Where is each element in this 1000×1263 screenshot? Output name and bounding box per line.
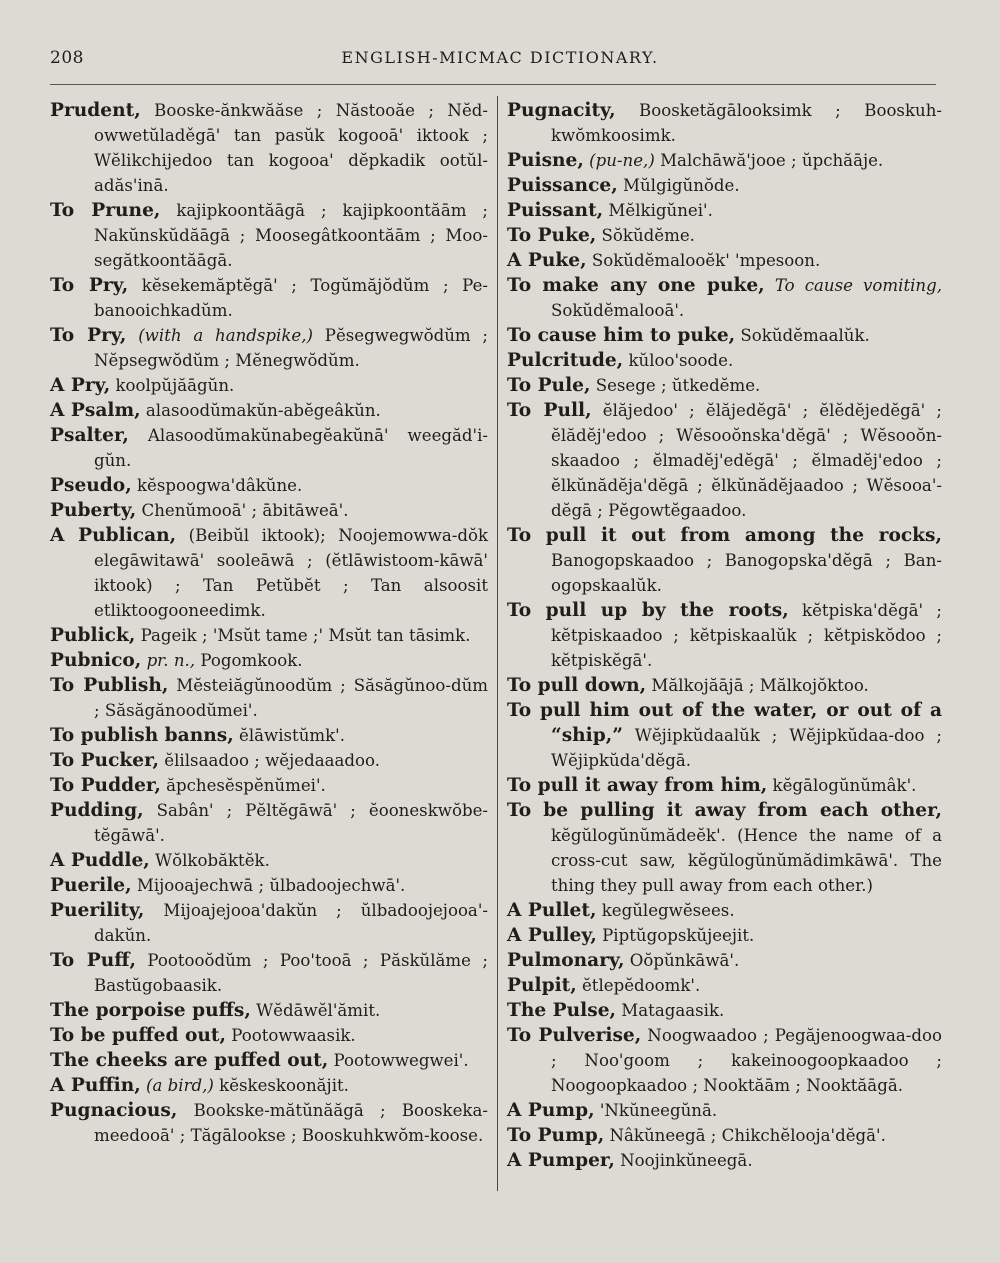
dictionary-entry (50, 198, 488, 273)
dictionary-entry (50, 673, 488, 723)
entry-headword: A Puke, (507, 250, 587, 271)
entry-definition: Nâkŭneegā ; Chikchĕlooja'dĕgā'. (604, 1126, 886, 1145)
dictionary-entry (50, 498, 488, 523)
entry-headword: To Puke, (507, 225, 597, 246)
entry-definition: Piptŭgopskŭjeejit. (596, 926, 755, 945)
entry-headword: To Puff, (50, 950, 136, 971)
entry-definition: Sabân' ; Pĕltĕgāwā' ; ĕooneskwŏbe-tĕgāwā'. (94, 801, 488, 845)
dictionary-entry (50, 473, 488, 498)
entry-definition: Pageik ; 'Msŭt tame ;' Msŭt tan tāsimk. (135, 626, 471, 645)
dictionary-entry (507, 248, 942, 273)
entry-headword: To Pucker, (50, 750, 160, 771)
entry-definition: Pĕsegwegwŏdŭm ; Nĕpsegwŏdŭm ; Mĕnegwŏdŭm. (94, 326, 489, 370)
column-divider (497, 96, 498, 1191)
entry-definition: Oŏpŭnkāwā'. (624, 951, 740, 970)
entry-headword: To Pulverise, (507, 1025, 642, 1046)
entry-definition: Alasoodŭmakŭnabegĕakŭnā' weegăd'i-gŭn. (94, 426, 488, 470)
entry-definition: Mălkojăājā ; Mălkojŏktoo. (646, 676, 869, 695)
dictionary-entry (507, 598, 942, 673)
dictionary-entry (507, 798, 942, 898)
entry-headword: Pulcritude, (507, 350, 624, 371)
entry-headword: To pull it away from him, (507, 775, 768, 796)
dictionary-entry (50, 748, 488, 773)
dictionary-entry (50, 373, 488, 398)
entry-headword: To cause him to puke, (507, 325, 736, 346)
entry-gloss: (pu-ne,) (589, 151, 655, 170)
entry-headword: Pseudo, (50, 475, 132, 496)
entry-headword: To Prune, (50, 200, 161, 221)
dictionary-entry (50, 523, 488, 623)
entry-gloss: (a bird,) (146, 1076, 214, 1095)
entry-headword: To Pump, (507, 1125, 605, 1146)
entry-definition: Pootooŏdŭm ; Poo'tooā ; Păskŭlăme ; Bastŭgobaasik. (94, 951, 488, 995)
dictionary-entry (507, 973, 942, 998)
entry-headword: To make any one puke, (507, 275, 765, 296)
dictionary-entry (507, 373, 942, 398)
entry-headword: A Puddle, (50, 850, 150, 871)
dictionary-entry (507, 323, 942, 348)
dictionary-entry (507, 173, 942, 198)
entry-headword: To Pull, (507, 400, 592, 421)
dictionary-entry (507, 898, 942, 923)
entry-definition: ĕlāwistŭmk'. (233, 726, 346, 745)
entry-definition: ĕtlepĕdoomk'. (576, 976, 701, 995)
entry-headword: A Publican, (50, 525, 177, 546)
entry-headword: To pull up by the roots, (507, 600, 789, 621)
dictionary-entry (50, 723, 488, 748)
entry-definition: Wĕdāwĕl'ămit. (250, 1001, 381, 1020)
page-number: 208 (50, 48, 84, 68)
entry-headword: Publick, (50, 625, 136, 646)
entry-definition: Sokŭdĕmalooĕk' 'mpesoon. (586, 251, 821, 270)
entry-definition: Noojinkŭneegā. (614, 1151, 753, 1170)
entry-definition: kĕsekemăptĕgā' ; Togŭmăjŏdŭm ; Pe-banooichkadŭm. (94, 276, 488, 320)
dictionary-entry (507, 348, 942, 373)
entry-definition: ĕlilsaadoo ; wĕjedaaadoo. (159, 751, 380, 770)
entry-definition: Sokŭdĕmaalŭk. (735, 326, 870, 345)
entry-headword: To pull down, (507, 675, 647, 696)
entry-definition: kĕgālogŭnŭmâk'. (767, 776, 917, 795)
entry-headword: A Psalm, (50, 400, 141, 421)
entry-headword: Puisne, (507, 150, 584, 171)
entry-definition: kĕgŭlogŭnŭmădeĕk'. (Hence the name of a cross-cut saw, kĕgŭlogŭnŭmădimkāwā'. The thing they pull away from each other.) (551, 826, 942, 895)
dictionary-entry (50, 798, 488, 848)
dictionary-entry (507, 398, 942, 523)
dictionary-entry (507, 998, 942, 1023)
dictionary-entry (507, 98, 942, 148)
entry-headword: The cheeks are puffed out, (50, 1050, 329, 1071)
entry-definition: Booske-ănkwăăse ; Năstooăe ; Nĕd-owwetŭladěgā' tan pasŭk kogooā' iktook ; Wĕlikchijedoo tan kogooa' dĕpkadik ootŭl-adăs'inā. (94, 101, 488, 195)
entry-headword: Pugnacious, (50, 1100, 178, 1121)
entry-headword: Pugnacity, (507, 100, 616, 121)
entry-definition: Mĕlkigŭnei'. (603, 201, 713, 220)
dictionary-entry (50, 873, 488, 898)
entry-definition: alasoodŭmakŭn-abĕgeâkŭn. (140, 401, 381, 420)
dictionary-entry (507, 673, 942, 698)
dictionary-entry (50, 1073, 488, 1098)
entry-headword: To publish banns, (50, 725, 234, 746)
left-column (50, 98, 488, 1148)
entry-headword: Pulmonary, (507, 950, 625, 971)
entry-headword: A Pry, (50, 375, 111, 396)
entry-definition: koolpŭjăāgŭn. (110, 376, 235, 395)
dictionary-entry (50, 273, 488, 323)
header-rule (50, 84, 936, 85)
entry-definition: kegŭlegwĕsees. (596, 901, 735, 920)
entry-definition: Mŭlgigŭnŏde. (617, 176, 740, 195)
entry-headword: To be pulling it away from each other, (507, 800, 942, 821)
entry-headword: A Puffin, (50, 1075, 141, 1096)
entry-headword: Psalter, (50, 425, 129, 446)
entry-headword: To pull him out of the water, or out of a “ship,” (507, 700, 942, 746)
entry-headword: Puerile, (50, 875, 132, 896)
entry-definition: 'Nkŭneegŭnā. (594, 1101, 718, 1120)
entry-headword: To be puffed out, (50, 1025, 226, 1046)
entry-definition: Sŏkŭdĕme. (596, 226, 695, 245)
entry-definition: kajipkoontăāgā ; kajipkoontăām ; Nakŭnskŭdăāgā ; Moosegâtkoontăām ; Moo-segătkoontăāgā. (94, 201, 488, 270)
entry-definition: kĕspoogwa'dâkŭne. (131, 476, 303, 495)
running-title: ENGLISH-MICMAC DICTIONARY. (341, 48, 659, 67)
dictionary-entry (507, 223, 942, 248)
dictionary-entry (507, 148, 942, 173)
entry-headword: Prudent, (50, 100, 141, 121)
entry-headword: Puberty, (50, 500, 137, 521)
entry-definition: Mijooajechwā ; ŭlbadoojechwā'. (131, 876, 406, 895)
dictionary-entry (50, 398, 488, 423)
entry-definition: ĕlăjedoo' ; ĕlăjedĕgā' ; ĕlĕdĕjedĕgā' ; ĕlădĕj'edoo ; Wĕsooŏnska'dĕgā' ; Wĕsooŏn-skaadoo ; ĕlmadĕj'edĕgā' ; ĕlmadĕj'edoo ; ĕlkŭnădĕja'dĕgā ; ĕlkŭnădĕjaadoo ; Wĕsooa'-dĕgā ; Pĕgowtĕgaadoo. (551, 401, 942, 520)
entry-definition: Matagaasik. (616, 1001, 725, 1020)
dictionary-entry (50, 98, 488, 198)
dictionary-entry (507, 523, 942, 598)
dictionary-entry (50, 623, 488, 648)
entry-headword: The porpoise puffs, (50, 1000, 251, 1021)
entry-headword: The Pulse, (507, 1000, 616, 1021)
entry-definition: Sokŭdĕmalooā'. (551, 301, 685, 320)
entry-definition: Pootowwegwei'. (328, 1051, 469, 1070)
entry-headword: A Pumper, (507, 1150, 615, 1171)
dictionary-entry (50, 848, 488, 873)
entry-definition: Banogopskaadoo ; Banogopska'dĕgā ; Ban-ogopskaalŭk. (551, 551, 942, 595)
dictionary-entry (507, 273, 942, 323)
entry-definition: Malchāwă'jooe ; ŭpchăāje. (654, 151, 884, 170)
dictionary-entry (507, 698, 942, 773)
dictionary-entry (50, 1098, 488, 1148)
dictionary-entry (507, 948, 942, 973)
entry-definition: ăpchesĕspĕnŭmei'. (160, 776, 326, 795)
dictionary-entry (507, 198, 942, 223)
entry-headword: To pull it out from among the rocks, (507, 525, 942, 546)
entry-headword: To Pule, (507, 375, 591, 396)
dictionary-entry (50, 898, 488, 948)
entry-definition: Wŏlkobăktĕk. (149, 851, 270, 870)
entry-definition: Wĕjipkŭdaalŭk ; Wĕjipkŭdaa-doo ; Wĕjipkŭda'dĕgā. (551, 726, 942, 770)
right-column (507, 98, 942, 1173)
entry-definition: Boosketăgālooksimk ; Booskuh-kwŏmkoosimk. (551, 101, 942, 145)
entry-headword: Pudding, (50, 800, 144, 821)
entry-gloss: pr. n., (146, 651, 196, 670)
dictionary-entry (50, 1023, 488, 1048)
dictionary-entry (507, 923, 942, 948)
entry-gloss: To cause vomiting, (774, 276, 943, 295)
dictionary-entry (507, 1148, 942, 1173)
dictionary-entry (50, 423, 488, 473)
entry-definition: Pootowwaasik. (225, 1026, 356, 1045)
dictionary-entry (50, 1048, 488, 1073)
entry-definition: Sesege ; ŭtkedĕme. (590, 376, 761, 395)
dictionary-entry (507, 773, 942, 798)
entry-definition: Chenŭmooā' ; ābitāweā'. (136, 501, 349, 520)
dictionary-entry (507, 1123, 942, 1148)
entry-headword: Puissant, (507, 200, 604, 221)
dictionary-entry (507, 1023, 942, 1098)
entry-headword: A Pullet, (507, 900, 597, 921)
entry-headword: Puerility, (50, 900, 145, 921)
dictionary-entry (50, 998, 488, 1023)
entry-definition: kĕskeskoonăjit. (213, 1076, 349, 1095)
entry-definition: Noogwaadoo ; Pegăjenoogwaa-doo ; Noo'goom ; kakeinoogoopkaadoo ; Noogoopkaadoo ; Nooktăām ; Nooktăāgā. (551, 1026, 942, 1095)
entry-headword: To Publish, (50, 675, 169, 696)
dictionary-entry (50, 948, 488, 998)
entry-headword: To Pudder, (50, 775, 161, 796)
page-header (0, 48, 1000, 72)
dictionary-entry (50, 773, 488, 798)
entry-definition: Mĕsteiăgŭnoodŭm ; Săsăgŭnoo-dŭm ; Săsăgănoodŭmei'. (94, 676, 488, 720)
entry-definition: Mijoajejooa'dakŭn ; ŭlbadoojejooa'-dakŭn. (94, 901, 488, 945)
entry-headword: To Pry, (50, 325, 127, 346)
dictionary-entry (50, 648, 488, 673)
entry-headword: A Pump, (507, 1100, 595, 1121)
entry-definition: kĕtpiska'dĕgā' ; kĕtpiskaadoo ; kĕtpiskaalŭk ; kĕtpiskŏdoo ; kĕtpiskĕgā'. (551, 601, 942, 670)
entry-definition: Pogomkook. (195, 651, 303, 670)
entry-headword: A Pulley, (507, 925, 597, 946)
entry-headword: Pulpit, (507, 975, 577, 996)
entry-headword: Puissance, (507, 175, 618, 196)
entry-headword: To Pry, (50, 275, 129, 296)
dictionary-entry (50, 323, 488, 373)
entry-gloss: (with a handspike,) (138, 326, 313, 345)
entry-definition: kŭloo'soode. (623, 351, 734, 370)
entry-definition: (Beibŭl iktook); Noojemowwa-dŏk elegāwitawā' sooleāwā ; (ĕtlāwistoom-kāwā' iktook) ; Tan Petŭbĕt ; Tan alsoosit etliktoogooneedimk. (94, 526, 488, 620)
entry-definition: Bookske-mătŭnăăgā ; Booskeka-meedooā' ; Tăgālookse ; Booskuhkwŏm-koose. (94, 1101, 488, 1145)
entry-headword: Pubnico, (50, 650, 142, 671)
dictionary-entry (507, 1098, 942, 1123)
